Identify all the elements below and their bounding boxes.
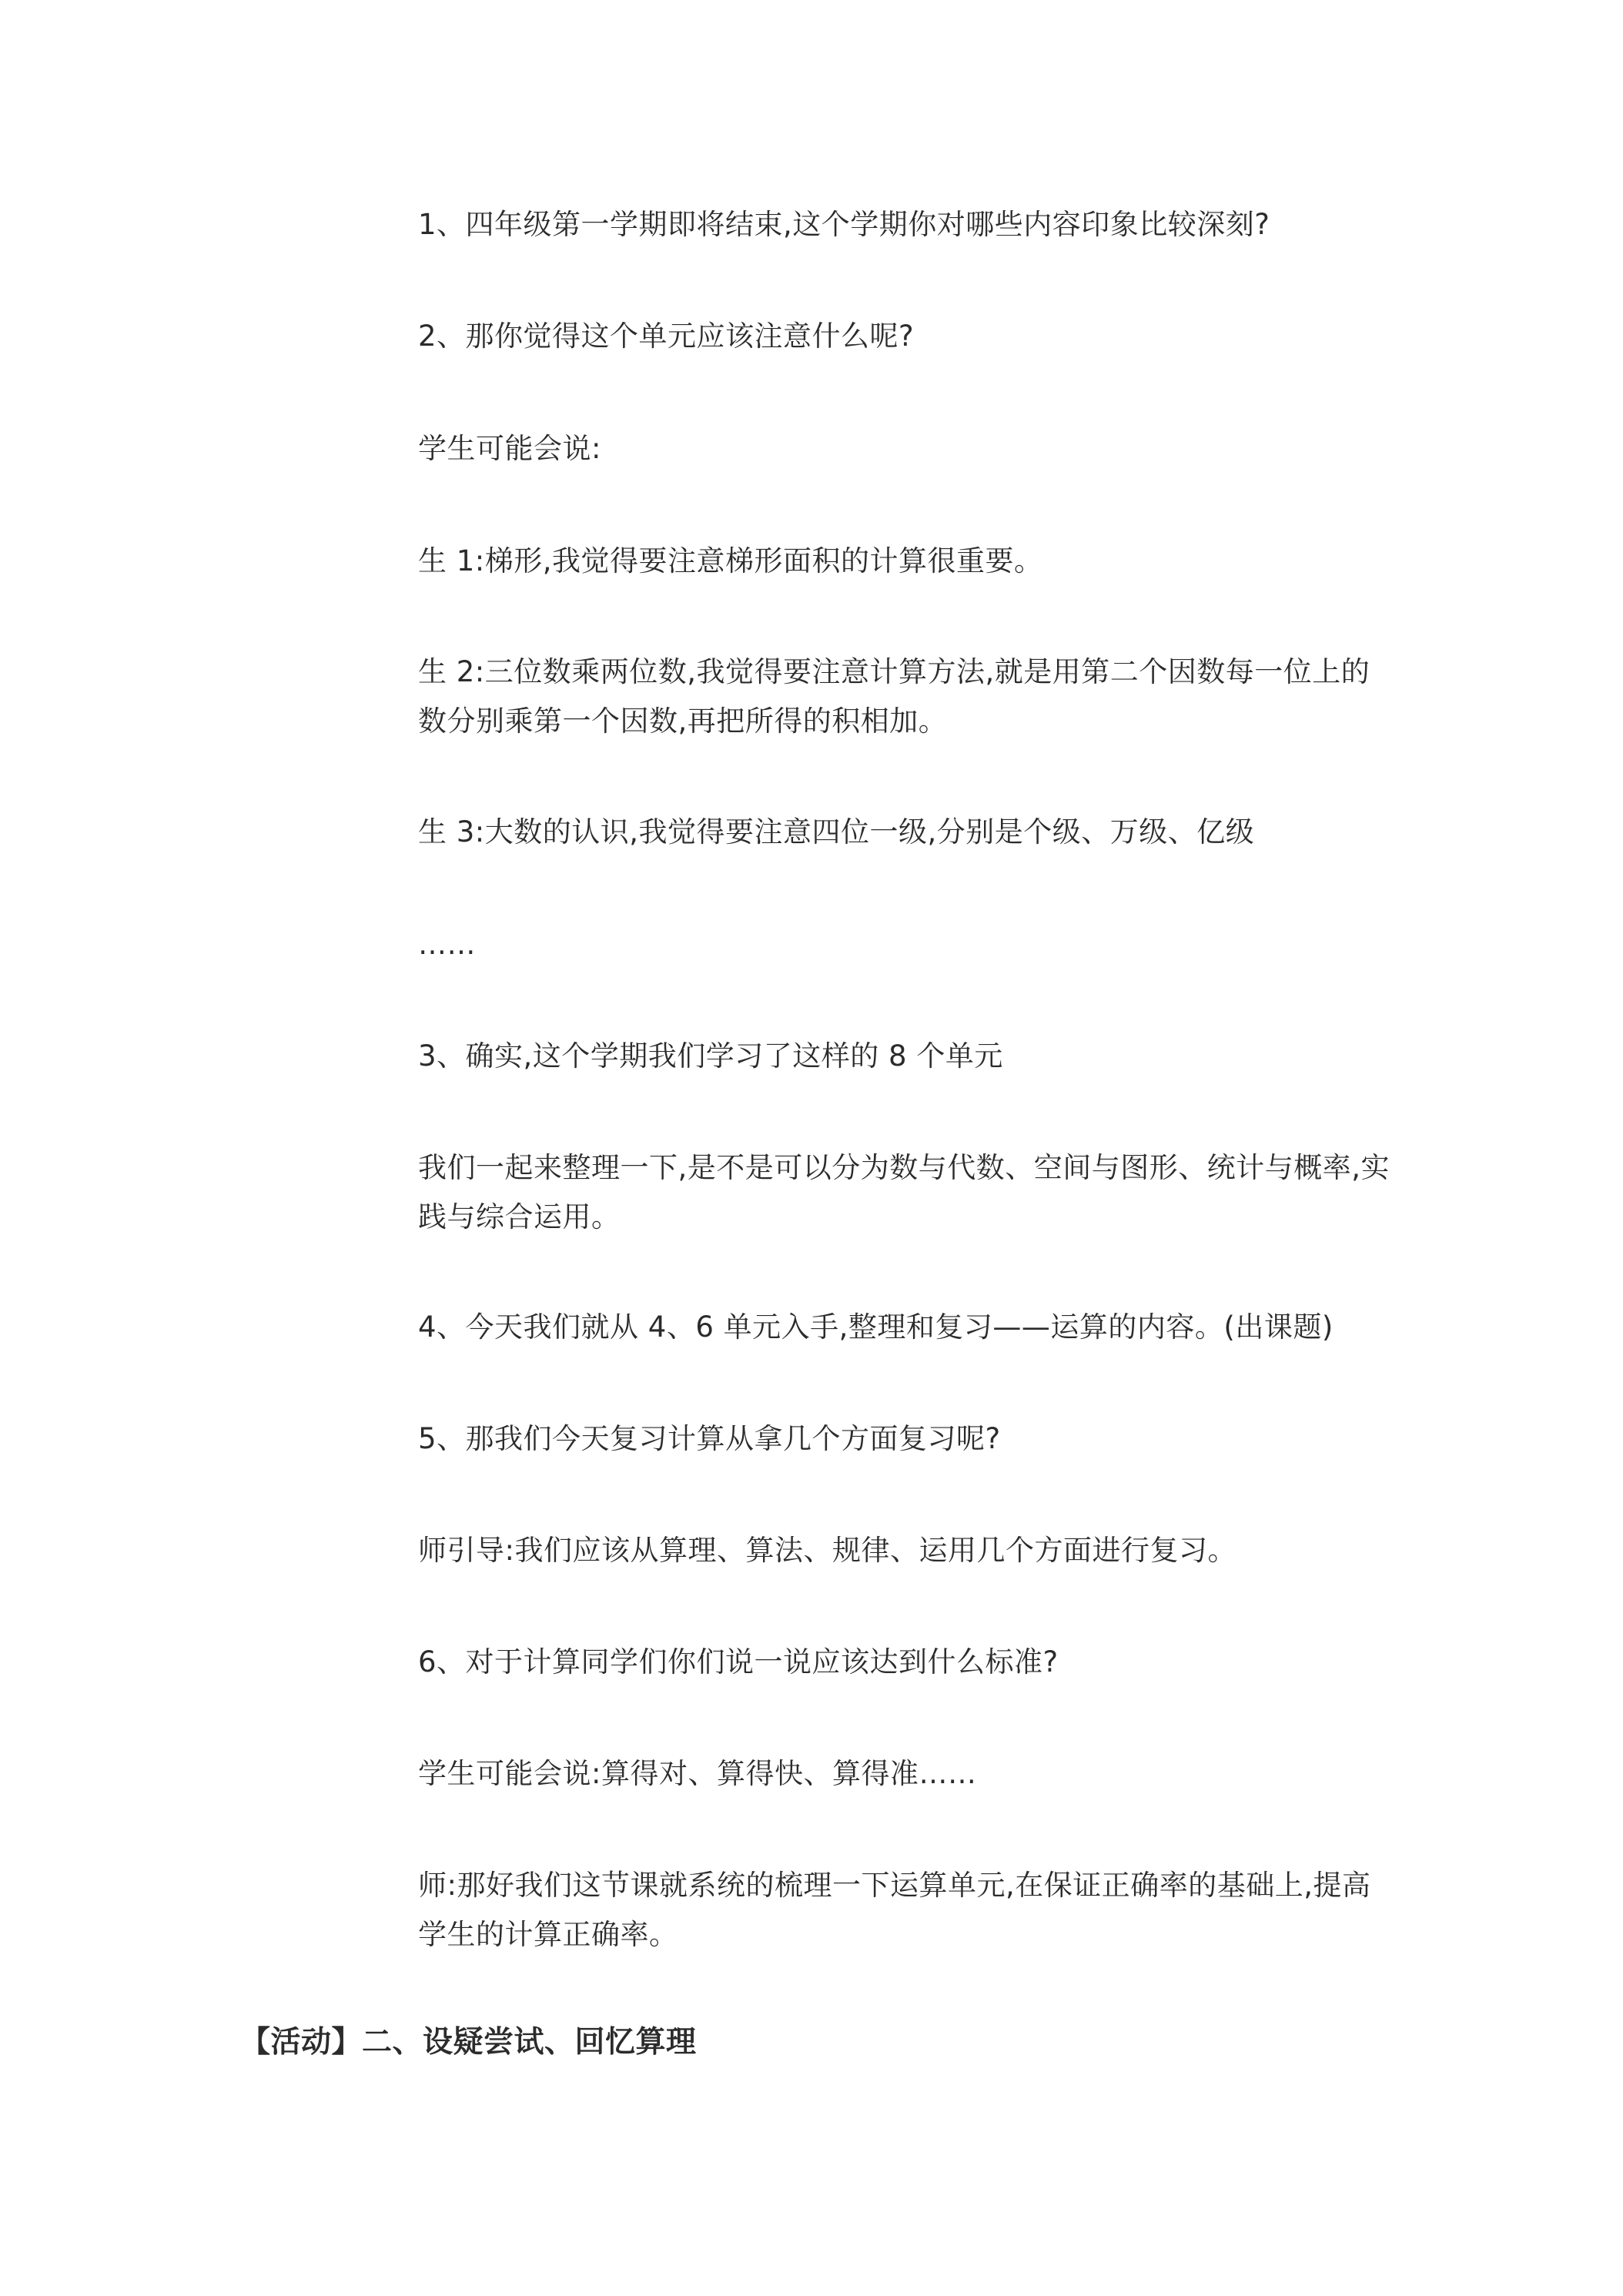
section-heading: 【活动】二、设疑尝试、回忆算理 [240,2025,697,2060]
text-line: 1、四年级第一学期即将结束,这个学期你对哪些内容印象比较深刻? [418,208,1270,241]
paragraph-14 [418,1749,1388,1799]
paragraph-10 [418,1303,1388,1352]
paragraph-11 [418,1414,1388,1464]
text-line: 师引导:我们应该从算理、算法、规律、运用几个方面进行复习。 [418,1534,1236,1567]
text-line: 践与综合运用。 [418,1200,621,1233]
text-line: 5、那我们今天复习计算从拿几个方面复习呢? [418,1422,1001,1455]
paragraph-1 [418,200,1388,249]
paragraph-4 [418,537,1388,586]
paragraph-2 [418,312,1388,361]
text-line: 数分别乘第一个因数,再把所得的积相加。 [418,705,948,738]
text-line: 4、今天我们就从 4、6 单元入手,整理和复习——运算的内容。(出课题) [418,1310,1334,1344]
text-line: 学生可能会说: [418,432,601,465]
text-line: 生 3:大数的认识,我觉得要注意四位一级,分别是个级、万级、亿级 [418,815,1255,848]
paragraph-6 [418,808,1388,857]
paragraph-7 [418,920,1388,969]
paragraph-5 [418,648,1388,746]
paragraph-13 [418,1638,1388,1687]
paragraph-3 [418,424,1388,474]
text-line: 学生可能会说:算得对、算得快、算得准…… [418,1757,977,1790]
paragraph-12 [418,1526,1388,1575]
text-line: …… [418,928,476,961]
text-line: 学生的计算正确率。 [418,1918,678,1951]
text-line: 3、确实,这个学期我们学习了这样的 8 个单元 [418,1039,1003,1073]
text-line: 我们一起来整理一下,是不是可以分为数与代数、空间与图形、统计与概率,实 [418,1151,1390,1184]
paragraph-8 [418,1032,1388,1081]
text-line: 师:那好我们这节课就系统的梳理一下运算单元,在保证正确率的基础上,提高 [418,1869,1371,1902]
paragraph-15 [418,1861,1388,1960]
paragraph-9 [418,1143,1388,1242]
text-line: 6、对于计算同学们你们说一说应该达到什么标准? [418,1645,1059,1678]
text-line: 生 2:三位数乘两位数,我觉得要注意计算方法,就是用第二个因数每一位上的 [418,655,1370,688]
text-line: 2、那你觉得这个单元应该注意什么呢? [418,320,915,353]
text-line: 生 1:梯形,我觉得要注意梯形面积的计算很重要。 [418,544,1043,577]
